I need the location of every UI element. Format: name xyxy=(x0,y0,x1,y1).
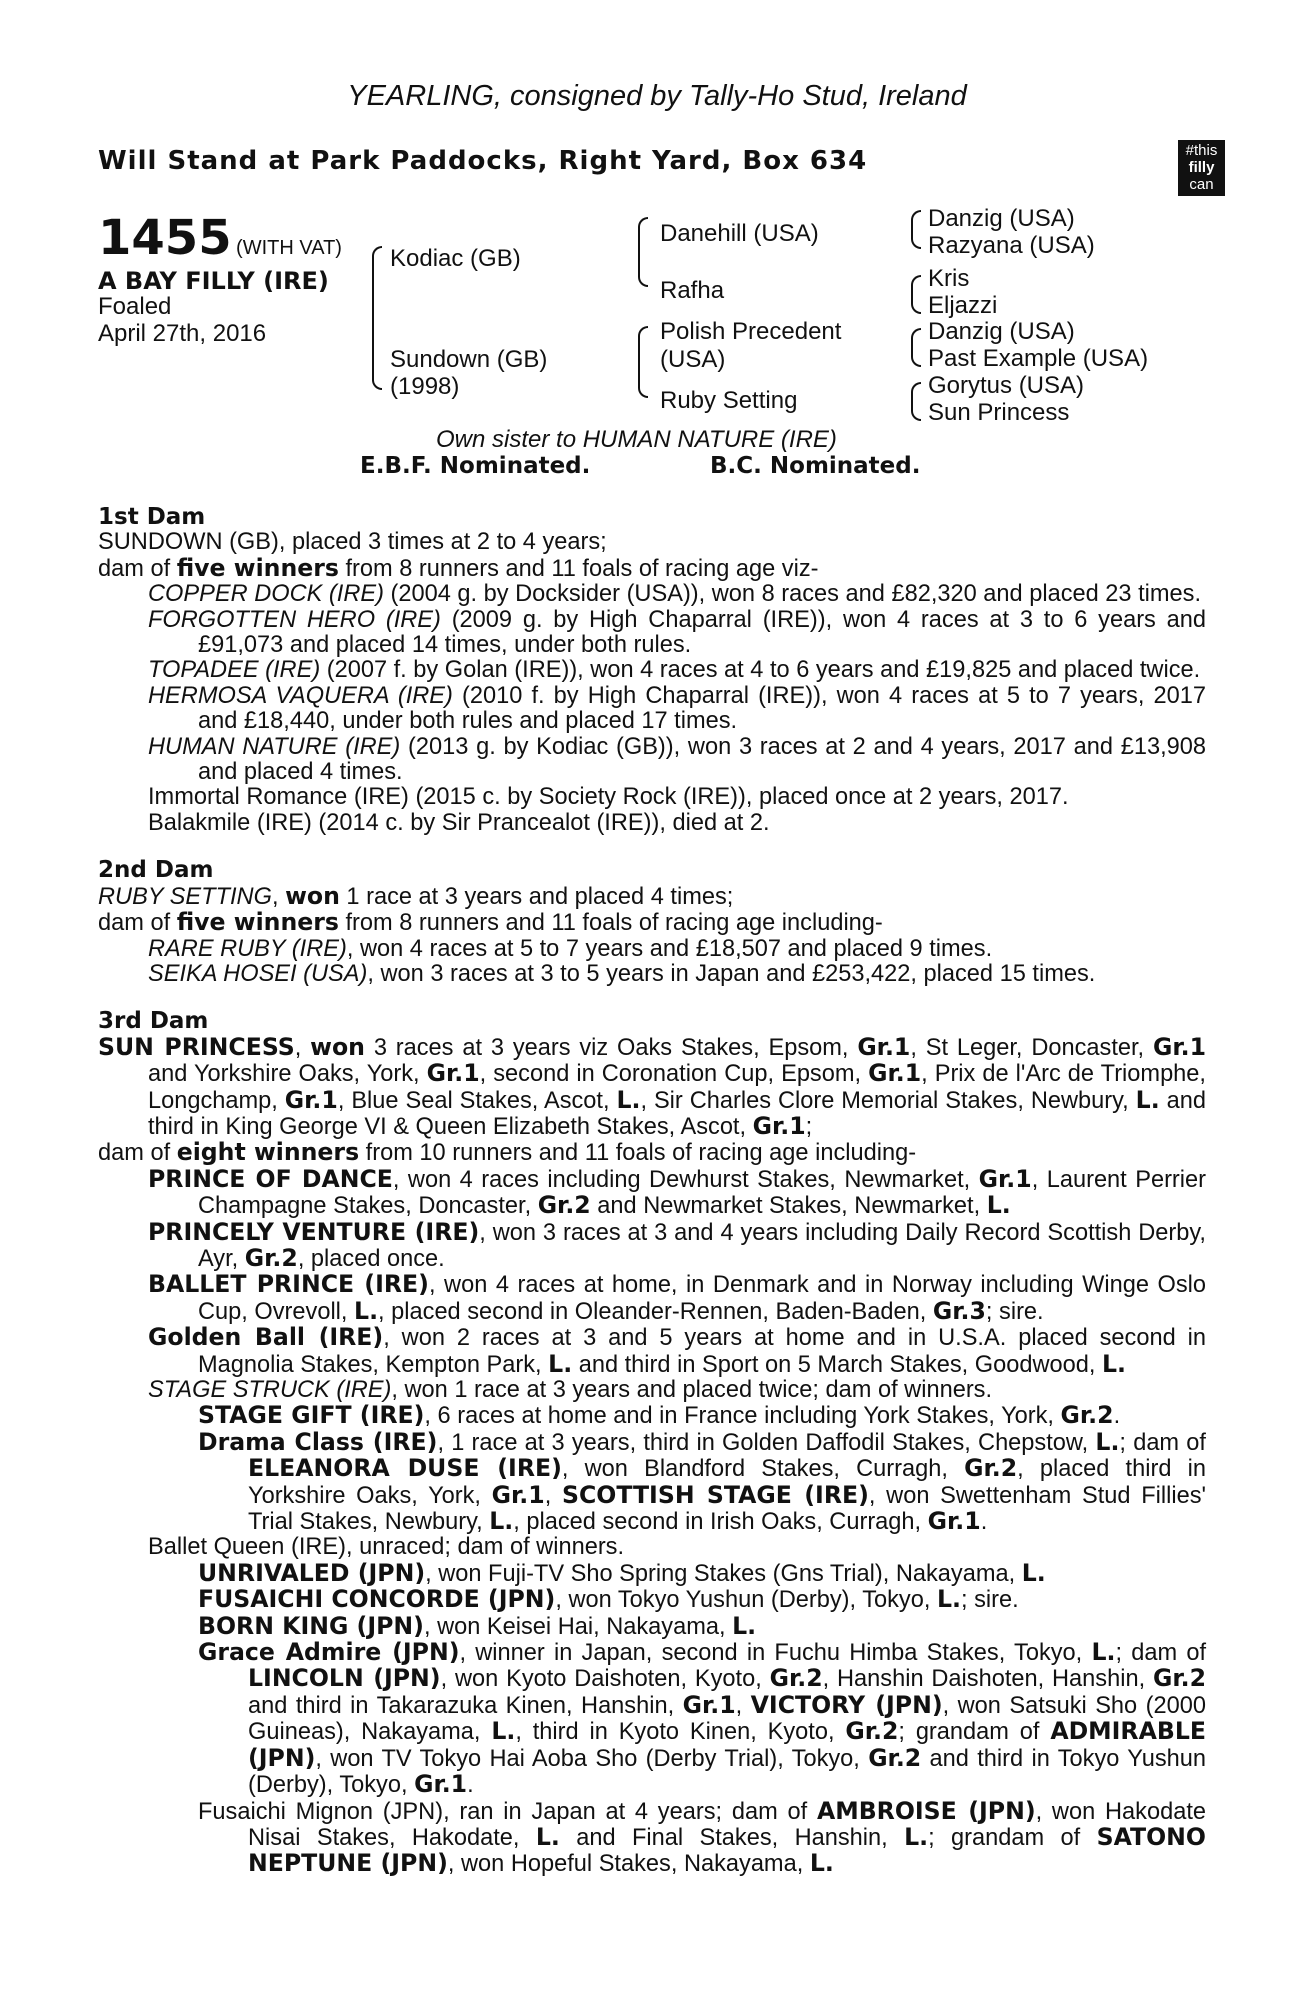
great-granddam-1: Razyana (USA) xyxy=(928,232,1095,259)
lot-vat: (WITH VAT) xyxy=(236,237,342,259)
great-grandsire-2: Kris xyxy=(928,265,970,292)
produce-ballet-queen: Ballet Queen (IRE), unraced; dam of winners. xyxy=(148,1534,625,1561)
produce-copper-dock: COPPER DOCK (IRE) (2004 g. by Docksider (USA)), won 8 races and £82,320 and placed 23 times. xyxy=(148,581,1202,608)
great-granddam-3: Past Example (USA) xyxy=(928,345,1149,372)
produce-fusaichi-concorde: FUSAICHI CONCORDE (JPN), won Tokyo Yushun (Derby), Tokyo, L.; sire. xyxy=(198,1585,1019,1614)
produce-fusaichi-mignon: Fusaichi Mignon (JPN), ran in Japan at 4 years; dam of AMBROISE (JPN), won Hakodate Nisai Stakes, Hakodate, L. and Final Stakes, Hanshin, L.; grandam of SATONO NEPTUNE (JPN), won Hopeful Stakes, Nakayama, L. xyxy=(198,1796,1206,1878)
sire-dam-name: Rafha xyxy=(660,277,725,304)
this-filly-can-logo xyxy=(1178,140,1225,196)
lot-number: 1455 xyxy=(98,210,232,266)
produce-hermosa-vaquera: HERMOSA VAQUERA (IRE) (2010 f. by High Chaparral (IRE)), won 4 races at 5 to 7 years, 2017 and £18,440, under both rules and placed 17 times. xyxy=(148,682,1206,735)
dam-sire-name-line1: Polish Precedent xyxy=(660,318,842,345)
badge-line-1: #this xyxy=(1185,142,1218,159)
sire-sire-name: Danehill (USA) xyxy=(660,220,819,247)
produce-rare-ruby: RARE RUBY (IRE), won 4 races at 5 to 7 years and £18,507 and placed 9 times. xyxy=(148,935,993,962)
dam-dam-name: Ruby Setting xyxy=(660,387,798,414)
produce-immortal-romance: Immortal Romance (IRE) (2015 c. by Society Rock (IRE)), placed once at 2 years, 2017. xyxy=(148,784,1069,811)
dam-name: Sundown (GB) xyxy=(390,346,548,373)
first-dam-heading: 1st Dam xyxy=(98,504,206,530)
second-dam-line: RUBY SETTING, won 1 race at 3 years and placed 4 times; xyxy=(98,881,734,910)
dam-produce-record xyxy=(98,505,1206,1878)
great-grandsire-4: Gorytus (USA) xyxy=(928,372,1085,399)
produce-drama-class: Drama Class (IRE), 1 race at 3 years, third in Golden Daffodil Stakes, Chepstow, L.; dam of ELEANORA DUSE (IRE), won Blandford Stakes, Curragh, Gr.2, placed third in Yorkshire Oaks, York, Gr.1, SCOTTISH STAGE (IRE), won Swettenham Stud Fillies' Trial Stakes, Newbury, L., placed second in Irish Oaks, Curragh, Gr.1. xyxy=(198,1427,1206,1536)
brace-gg2-bottom xyxy=(911,295,921,314)
lot-number-row xyxy=(98,210,342,266)
brace-sire-dam-bottom xyxy=(372,330,382,390)
foaled-date: April 27th, 2016 xyxy=(98,320,267,347)
great-grandsire-1: Danzig (USA) xyxy=(928,205,1075,232)
brace-gg1-bottom xyxy=(911,230,921,249)
produce-forgotten-hero: FORGOTTEN HERO (IRE) (2009 g. by High Chaparral (IRE)), won 4 races at 3 to 6 years and £91,073 and placed 14 times, under both rules. xyxy=(148,606,1206,659)
own-sister-note: Own sister to HUMAN NATURE (IRE) xyxy=(436,426,837,453)
brace-sire-dam-top xyxy=(372,246,382,332)
lot-name: A BAY FILLY (IRE) xyxy=(98,267,329,295)
page-header: YEARLING, consigned by Tally-Ho Stud, Ireland xyxy=(347,80,967,112)
produce-unrivaled: UNRIVALED (JPN), won Fuji-TV Sho Spring Stakes (Gns Trial), Nakayama, L. xyxy=(198,1558,1046,1587)
first-dam-line: SUNDOWN (GB), placed 3 times at 2 to 4 years; xyxy=(98,529,607,556)
great-granddam-4: Sun Princess xyxy=(928,399,1070,426)
produce-born-king: BORN KING (JPN), won Keisei Hai, Nakayama, L. xyxy=(198,1611,757,1640)
third-dam-produce-summary: dam of eight winners from 10 runners and 11 foals of racing age including- xyxy=(98,1138,917,1167)
first-dam-produce-summary: dam of five winners from 8 runners and 11 foals of racing age viz- xyxy=(98,553,819,582)
badge-line-3: can xyxy=(1189,176,1214,193)
produce-golden-ball: Golden Ball (IRE), won 2 races at 3 and 5 years at home and in U.S.A. placed second in Magnolia Stakes, Kempton Park, L. and third in Sport on 5 March Stakes, Goodwood, L. xyxy=(148,1323,1206,1378)
second-dam-heading: 2nd Dam xyxy=(98,857,214,884)
produce-ballet-prince: BALLET PRINCE (IRE), won 4 races at home, in Denmark and in Norway including Winge Oslo Cup, Ovrevoll, L., placed second in Oleander-Rennen, Baden-Baden, Gr.3; sire. xyxy=(148,1270,1207,1325)
brace-gg4-bottom xyxy=(911,402,921,421)
stand-location: Will Stand at Park Paddocks, Right Yard, Box 634 xyxy=(98,146,868,176)
produce-seika-hosei: SEIKA HOSEI (USA), won 3 races at 3 to 5 years in Japan and £253,422, placed 15 times. xyxy=(148,960,1096,987)
third-dam-heading: 3rd Dam xyxy=(98,1008,209,1035)
sire-name: Kodiac (GB) xyxy=(390,245,521,272)
produce-stage-gift: STAGE GIFT (IRE), 6 races at home and in France including York Stakes, York, Gr.2. xyxy=(198,1401,1121,1430)
ebf-nominated: E.B.F. Nominated. xyxy=(360,453,591,479)
produce-human-nature: HUMAN NATURE (IRE) (2013 g. by Kodiac (GB)), won 3 races at 2 and 4 years, 2017 and £13,908 and placed 4 times. xyxy=(148,733,1206,786)
second-dam-produce-summary: dam of five winners from 8 runners and 11 foals of racing age including- xyxy=(98,908,883,937)
brace-sire-bottom xyxy=(638,255,648,287)
badge-line-2: filly xyxy=(1188,159,1215,176)
brace-gg3-bottom xyxy=(911,348,921,367)
foaled-label: Foaled xyxy=(98,293,172,320)
produce-princely-venture: PRINCELY VENTURE (IRE), won 3 races at 3 and 4 years including Daily Record Scottish Derby, Ayr, Gr.2, placed once. xyxy=(148,1217,1206,1272)
great-granddam-2: Eljazzi xyxy=(928,292,998,319)
brace-dam-top xyxy=(638,326,648,368)
great-grandsire-3: Danzig (USA) xyxy=(928,318,1075,345)
brace-sire-top xyxy=(638,217,648,257)
produce-balakmile: Balakmile (IRE) (2014 c. by Sir Prancealot (IRE)), died at 2. xyxy=(148,809,770,836)
brace-dam-bottom xyxy=(638,366,648,398)
produce-stage-struck: STAGE STRUCK (IRE), won 1 race at 3 years and placed twice; dam of winners. xyxy=(148,1377,993,1403)
dam-year: (1998) xyxy=(390,373,460,400)
produce-prince-of-dance: PRINCE OF DANCE, won 4 races including Dewhurst Stakes, Newmarket, Gr.1, Laurent Perrier Champagne Stakes, Doncaster, Gr.2 and Newmarket Stakes, Newmarket, L. xyxy=(148,1164,1207,1220)
bc-nominated: B.C. Nominated. xyxy=(710,453,921,479)
produce-topadee: TOPADEE (IRE) (2007 f. by Golan (IRE)), won 4 races at 4 to 6 years and £19,825 and placed twice. xyxy=(148,657,1201,684)
third-dam-record: SUN PRINCESS, won 3 races at 3 years viz Oaks Stakes, Epsom, Gr.1, St Leger, Doncaster, Gr.1 and Yorkshire Oaks, York, Gr.1, second in Coronation Cup, Epsom, Gr.1, Prix de l'Arc de Triomphe, Longchamp, Gr.1, Blue Seal Stakes, Ascot, L., Sir Charles Clore Memorial Stakes, Newbury, L. and third in King George VI & Queen Elizabeth Stakes, Ascot, Gr.1; xyxy=(98,1032,1206,1140)
dam-sire-name-line2: (USA) xyxy=(660,346,726,373)
produce-grace-admire: Grace Admire (JPN), winner in Japan, second in Fuchu Himba Stakes, Tokyo, L.; dam of LINCOLN (JPN), won Kyoto Daishoten, Kyoto, Gr.2, Hanshin Daishoten, Hanshin, Gr.2 and third in Takarazuka Kinen, Hanshin, Gr.1, VICTORY (JPN), won Satsuki Sho (2000 Guineas), Nakayama, L., third in Kyoto Kinen, Kyoto, Gr.2; grandam of ADMIRABLE (JPN), won TV Tokyo Hai Aoba Sho (Derby Trial), Tokyo, Gr.2 and third in Tokyo Yushun (Derby), Tokyo, Gr.1. xyxy=(198,1638,1206,1799)
